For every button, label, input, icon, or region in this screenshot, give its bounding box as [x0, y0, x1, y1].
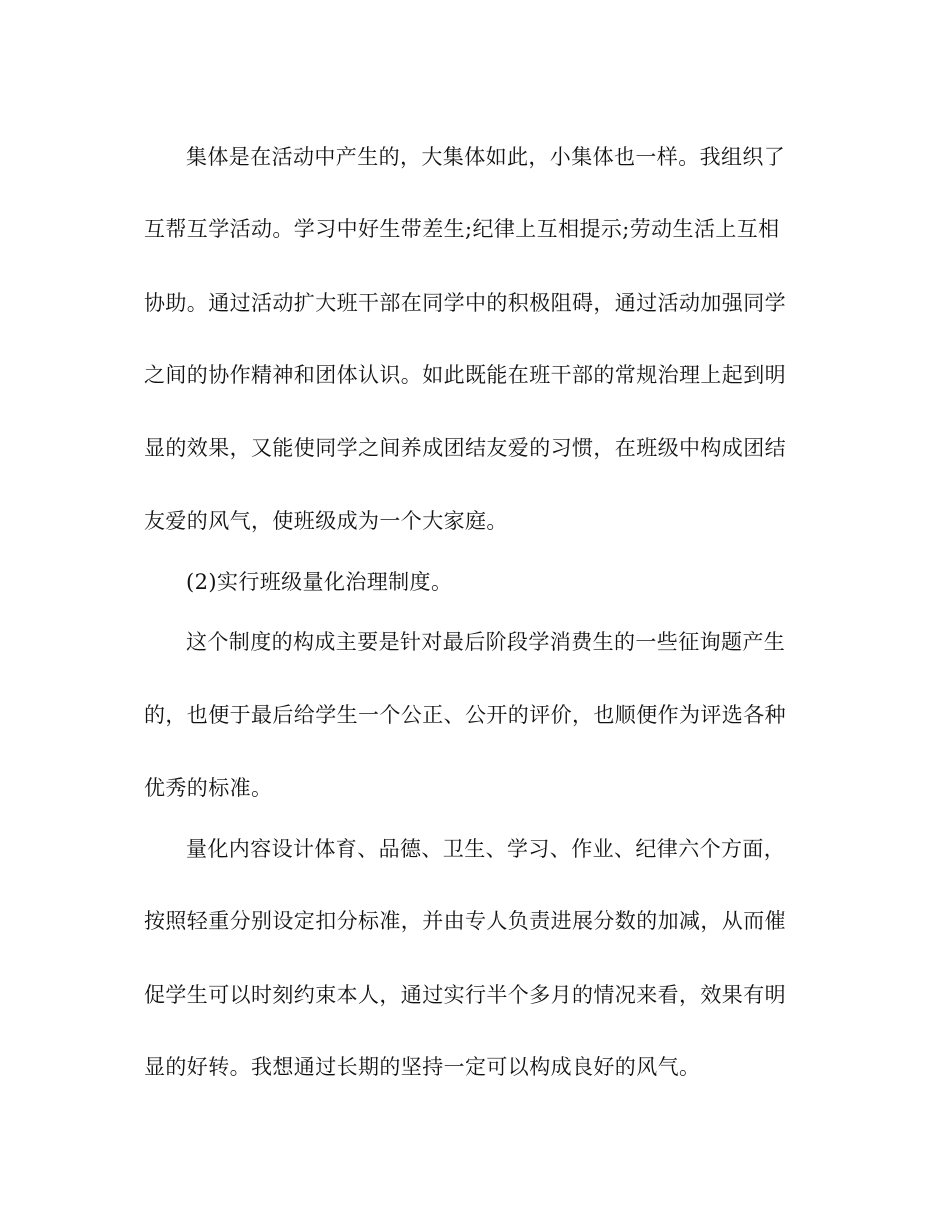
paragraph-1-line-5: 显的效果，又能使同学之间养成团结友爱的习惯，在班级中构成团结: [144, 436, 786, 460]
paragraph-2-line-2: 的，也便于最后给学生一个公正、公开的评价，也顺便作为评选各种: [144, 703, 786, 727]
paragraph-3-line-3: 促学生可以时刻约束本人，通过实行半个多月的情况来看，效果有明: [144, 983, 786, 1007]
paragraph-1-line-1: 集体是在活动中产生的，大集体如此，小集体也一样。我组织了: [186, 145, 786, 169]
paragraph-2-line-3: 优秀的标准。: [144, 776, 273, 800]
section-heading: (2)实行班级量化治理制度。: [186, 570, 453, 594]
paragraph-3-line-1: 量化内容设计体育、品德、卫生、学习、作业、纪律六个方面，: [186, 837, 786, 861]
paragraph-1-line-4: 之间的协作精神和团体认识。如此既能在班干部的常规治理上起到明: [144, 363, 786, 387]
paragraph-1-line-6: 友爱的风气，使班级成为一个大家庭。: [144, 509, 508, 533]
paragraph-3-line-4: 显的好转。我想通过长期的坚持一定可以构成良好的风气。: [144, 1055, 701, 1079]
paragraph-1-line-2: 互帮互学活动。学习中好生带差生;纪律上互相提示;劳动生活上互相: [144, 217, 780, 241]
paragraph-2-line-1: 这个制度的构成主要是针对最后阶段学消费生的一些征询题产生: [186, 630, 786, 654]
paragraph-3-line-2: 按照轻重分别设定扣分标准，并由专人负责进展分数的加减，从而催: [144, 909, 786, 933]
paragraph-1-line-3: 协助。通过活动扩大班干部在同学中的积极阻碍，通过活动加强同学: [144, 291, 786, 315]
